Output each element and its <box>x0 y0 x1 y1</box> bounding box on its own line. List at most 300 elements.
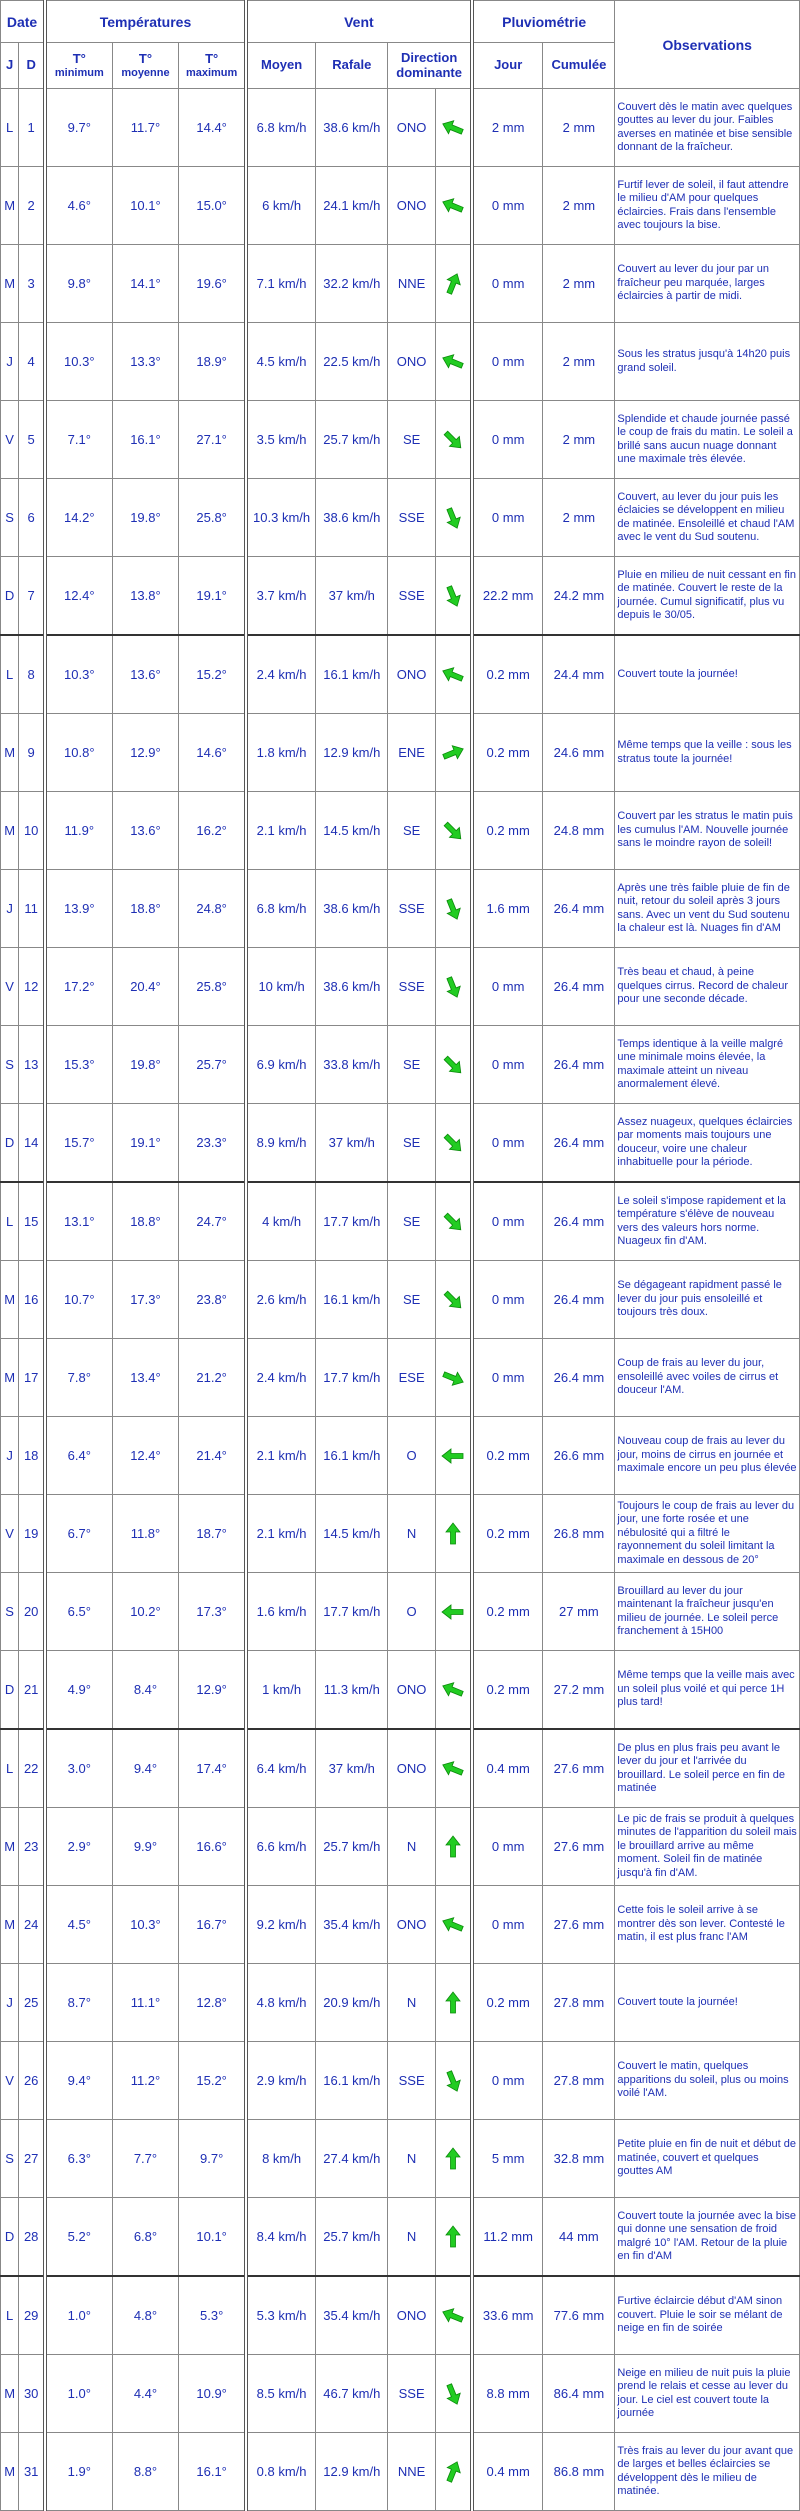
table-row <box>1 1026 800 1104</box>
temp-avg-cell: 11.1° <box>112 1964 179 2042</box>
table-row <box>1 1651 800 1730</box>
temp-min-cell: 1.0° <box>45 2355 112 2433</box>
wind-direction-arrow-icon <box>440 115 466 141</box>
temp-max-cell: 15.2° <box>179 2042 246 2120</box>
rain-day-cell: 0.2 mm <box>472 714 543 792</box>
rain-day-cell: 0 mm <box>472 1182 543 1261</box>
wind-avg-cell: 2.1 km/h <box>246 792 316 870</box>
temp-min-cell: 4.9° <box>45 1651 112 1730</box>
rain-day-cell: 11.2 mm <box>472 2198 543 2277</box>
table-row <box>1 2120 800 2198</box>
rain-day-cell: 0 mm <box>472 1104 543 1183</box>
table-row <box>1 1495 800 1573</box>
table-row <box>1 557 800 636</box>
observation-cell: Cette fois le soleil arrive à se montrer dès son lever. Contesté le matin, il est plus franc l'AM <box>615 1886 800 1964</box>
table-row <box>1 1964 800 2042</box>
rain-cumulative-cell: 2 mm <box>543 245 615 323</box>
rain-day-cell: 22.2 mm <box>472 557 543 636</box>
rain-cumulative-cell: 26.4 mm <box>543 1182 615 1261</box>
wind-gust-cell: 38.6 km/h <box>316 89 388 167</box>
day-letter-cell: L <box>1 2276 19 2355</box>
rain-cumulative-cell: 26.4 mm <box>543 1026 615 1104</box>
temp-avg-cell: 13.6° <box>112 635 179 714</box>
temp-max-cell: 16.1° <box>179 2433 246 2511</box>
temp-max-cell: 5.3° <box>179 2276 246 2355</box>
wind-direction-cell: N <box>388 2120 436 2198</box>
table-row <box>1 1886 800 1964</box>
wind-direction-arrow-icon <box>440 2303 466 2329</box>
rain-cumulative-cell: 27.8 mm <box>543 2042 615 2120</box>
wind-avg-cell: 0.8 km/h <box>246 2433 316 2511</box>
rain-cumulative-cell: 26.4 mm <box>543 870 615 948</box>
temp-max-cell: 17.4° <box>179 1729 246 1808</box>
wind-arrow-cell <box>435 2433 472 2511</box>
temp-min-cell: 10.8° <box>45 714 112 792</box>
observation-cell: Couvert le matin, quelques apparitions du soleil, plus ou moins voilé l'AM. <box>615 2042 800 2120</box>
wind-gust-cell: 16.1 km/h <box>316 635 388 714</box>
temp-avg-cell: 11.8° <box>112 1495 179 1573</box>
table-row <box>1 870 800 948</box>
wind-avg-cell: 8 km/h <box>246 2120 316 2198</box>
temp-avg-cell: 13.6° <box>112 792 179 870</box>
temp-avg-cell: 14.1° <box>112 245 179 323</box>
wind-avg-cell: 6 km/h <box>246 167 316 245</box>
rain-day-cell: 0.2 mm <box>472 1964 543 2042</box>
wind-direction-cell: SE <box>388 1026 436 1104</box>
wind-arrow-cell <box>435 870 472 948</box>
wind-avg-cell: 6.8 km/h <box>246 89 316 167</box>
wind-arrow-cell <box>435 2198 472 2277</box>
day-letter-cell: J <box>1 1964 19 2042</box>
day-letter-cell: M <box>1 792 19 870</box>
rain-cumulative-cell: 27.6 mm <box>543 1729 615 1808</box>
wind-direction-cell: SSE <box>388 870 436 948</box>
day-letter-cell: M <box>1 2355 19 2433</box>
wind-gust-cell: 33.8 km/h <box>316 1026 388 1104</box>
rain-day-cell: 8.8 mm <box>472 2355 543 2433</box>
wind-direction-cell: ONO <box>388 323 436 401</box>
temp-avg-cell: 12.4° <box>112 1417 179 1495</box>
wind-arrow-cell <box>435 1886 472 1964</box>
wind-direction-cell: NNE <box>388 2433 436 2511</box>
day-number-cell: 19 <box>19 1495 45 1573</box>
rain-day-cell: 0 mm <box>472 323 543 401</box>
header-observations: Observations <box>615 1 800 89</box>
wind-gust-cell: 35.4 km/h <box>316 2276 388 2355</box>
wind-avg-cell: 2.6 km/h <box>246 1261 316 1339</box>
day-letter-cell: M <box>1 2433 19 2511</box>
wind-arrow-cell <box>435 635 472 714</box>
wind-direction-arrow-icon <box>440 896 466 922</box>
wind-direction-cell: SE <box>388 401 436 479</box>
rain-day-cell: 0.2 mm <box>472 1651 543 1730</box>
wind-avg-cell: 6.8 km/h <box>246 870 316 948</box>
wind-direction-arrow-icon <box>440 1443 466 1469</box>
day-letter-cell: V <box>1 2042 19 2120</box>
observation-cell: Sous les stratus jusqu'à 14h20 puis grand soleil. <box>615 323 800 401</box>
table-row <box>1 1808 800 1886</box>
rain-cumulative-cell: 86.4 mm <box>543 2355 615 2433</box>
table-row <box>1 479 800 557</box>
header-tmin: T° minimum <box>45 43 112 89</box>
temp-max-cell: 25.8° <box>179 479 246 557</box>
temp-max-cell: 18.7° <box>179 1495 246 1573</box>
rain-day-cell: 0 mm <box>472 1808 543 1886</box>
wind-arrow-cell <box>435 1964 472 2042</box>
header-temperatures: Températures <box>45 1 246 43</box>
wind-avg-cell: 8.9 km/h <box>246 1104 316 1183</box>
temp-avg-cell: 4.4° <box>112 2355 179 2433</box>
temp-min-cell: 4.6° <box>45 167 112 245</box>
temp-max-cell: 15.2° <box>179 635 246 714</box>
day-number-cell: 2 <box>19 167 45 245</box>
wind-avg-cell: 6.4 km/h <box>246 1729 316 1808</box>
wind-direction-arrow-icon <box>440 193 466 219</box>
temp-max-cell: 23.8° <box>179 1261 246 1339</box>
temp-max-cell: 21.4° <box>179 1417 246 1495</box>
rain-day-cell: 0 mm <box>472 1261 543 1339</box>
temp-max-cell: 19.6° <box>179 245 246 323</box>
wind-direction-cell: SSE <box>388 557 436 636</box>
temp-min-cell: 1.0° <box>45 2276 112 2355</box>
day-number-cell: 30 <box>19 2355 45 2433</box>
wind-arrow-cell <box>435 401 472 479</box>
temp-avg-cell: 7.7° <box>112 2120 179 2198</box>
wind-direction-arrow-icon <box>440 1677 466 1703</box>
day-letter-cell: V <box>1 1495 19 1573</box>
wind-direction-arrow-icon <box>440 1756 466 1782</box>
day-letter-cell: M <box>1 1339 19 1417</box>
day-letter-cell: M <box>1 245 19 323</box>
wind-gust-cell: 37 km/h <box>316 1729 388 1808</box>
day-letter-cell: L <box>1 635 19 714</box>
wind-direction-cell: SSE <box>388 2042 436 2120</box>
day-number-cell: 28 <box>19 2198 45 2277</box>
day-number-cell: 23 <box>19 1808 45 1886</box>
day-number-cell: 6 <box>19 479 45 557</box>
rain-day-cell: 0 mm <box>472 2042 543 2120</box>
rain-cumulative-cell: 24.4 mm <box>543 635 615 714</box>
wind-direction-cell: SE <box>388 792 436 870</box>
temp-min-cell: 14.2° <box>45 479 112 557</box>
wind-gust-cell: 25.7 km/h <box>316 1808 388 1886</box>
wind-direction-cell: N <box>388 2198 436 2277</box>
table-row <box>1 1182 800 1261</box>
wind-direction-cell: O <box>388 1573 436 1651</box>
wind-gust-cell: 14.5 km/h <box>316 1495 388 1573</box>
rain-cumulative-cell: 26.4 mm <box>543 1261 615 1339</box>
wind-direction-cell: ONO <box>388 89 436 167</box>
wind-arrow-cell <box>435 479 472 557</box>
table-row <box>1 714 800 792</box>
wind-avg-cell: 2.9 km/h <box>246 2042 316 2120</box>
wind-gust-cell: 37 km/h <box>316 557 388 636</box>
temp-avg-cell: 9.4° <box>112 1729 179 1808</box>
wind-direction-arrow-icon <box>440 1599 466 1625</box>
wind-direction-arrow-icon <box>440 818 466 844</box>
temp-min-cell: 13.9° <box>45 870 112 948</box>
wind-direction-arrow-icon <box>440 2224 466 2250</box>
wind-avg-cell: 2.1 km/h <box>246 1495 316 1573</box>
temp-max-cell: 16.2° <box>179 792 246 870</box>
temp-avg-cell: 16.1° <box>112 401 179 479</box>
temp-min-cell: 6.4° <box>45 1417 112 1495</box>
temp-avg-cell: 10.2° <box>112 1573 179 1651</box>
rain-day-cell: 5 mm <box>472 2120 543 2198</box>
temp-avg-cell: 18.8° <box>112 870 179 948</box>
temp-min-cell: 7.1° <box>45 401 112 479</box>
day-number-cell: 16 <box>19 1261 45 1339</box>
wind-arrow-cell <box>435 323 472 401</box>
wind-avg-cell: 10.3 km/h <box>246 479 316 557</box>
table-row <box>1 89 800 167</box>
wind-arrow-cell <box>435 1495 472 1573</box>
rain-cumulative-cell: 2 mm <box>543 167 615 245</box>
rain-cumulative-cell: 27.8 mm <box>543 1964 615 2042</box>
day-letter-cell: L <box>1 1182 19 1261</box>
observation-cell: Couvert dès le matin avec quelques gouttes au lever du jour. Faibles averses en matinée et bise sensible donnant de la fraîcheur. <box>615 89 800 167</box>
wind-direction-cell: SSE <box>388 948 436 1026</box>
rain-cumulative-cell: 24.2 mm <box>543 557 615 636</box>
day-letter-cell: S <box>1 2120 19 2198</box>
wind-gust-cell: 38.6 km/h <box>316 870 388 948</box>
temp-min-cell: 12.4° <box>45 557 112 636</box>
wind-direction-arrow-icon <box>440 271 466 297</box>
temp-min-cell: 6.5° <box>45 1573 112 1651</box>
temp-min-cell: 17.2° <box>45 948 112 1026</box>
wind-gust-cell: 38.6 km/h <box>316 479 388 557</box>
temp-max-cell: 10.1° <box>179 2198 246 2277</box>
temp-avg-cell: 18.8° <box>112 1182 179 1261</box>
wind-direction-arrow-icon <box>440 1912 466 1938</box>
table-row <box>1 635 800 714</box>
wind-gust-cell: 38.6 km/h <box>316 948 388 1026</box>
wind-arrow-cell <box>435 1026 472 1104</box>
observation-cell: Couvert toute la journée! <box>615 635 800 714</box>
rain-cumulative-cell: 26.8 mm <box>543 1495 615 1573</box>
day-letter-cell: L <box>1 89 19 167</box>
rain-cumulative-cell: 77.6 mm <box>543 2276 615 2355</box>
day-letter-cell: V <box>1 948 19 1026</box>
rain-day-cell: 33.6 mm <box>472 2276 543 2355</box>
wind-direction-cell: SSE <box>388 2355 436 2433</box>
rain-day-cell: 0 mm <box>472 948 543 1026</box>
table-row <box>1 1729 800 1808</box>
rain-day-cell: 1.6 mm <box>472 870 543 948</box>
day-letter-cell: D <box>1 1651 19 1730</box>
temp-min-cell: 10.7° <box>45 1261 112 1339</box>
wind-gust-cell: 12.9 km/h <box>316 2433 388 2511</box>
wind-avg-cell: 1.8 km/h <box>246 714 316 792</box>
table-row <box>1 1573 800 1651</box>
observation-cell: Très frais au lever du jour avant que de larges et belles éclaircies se développent dès le milieu de matinée. <box>615 2433 800 2511</box>
wind-avg-cell: 4.5 km/h <box>246 323 316 401</box>
day-letter-cell: S <box>1 479 19 557</box>
day-letter-cell: J <box>1 323 19 401</box>
observation-cell: Petite pluie en fin de nuit et début de matinée, couvert et quelques gouttes AM <box>615 2120 800 2198</box>
temp-min-cell: 4.5° <box>45 1886 112 1964</box>
wind-gust-cell: 17.7 km/h <box>316 1573 388 1651</box>
header-rafale: Rafale <box>316 43 388 89</box>
day-number-cell: 5 <box>19 401 45 479</box>
day-number-cell: 21 <box>19 1651 45 1730</box>
temp-avg-cell: 19.1° <box>112 1104 179 1183</box>
temp-min-cell: 10.3° <box>45 323 112 401</box>
wind-gust-cell: 25.7 km/h <box>316 401 388 479</box>
wind-avg-cell: 6.6 km/h <box>246 1808 316 1886</box>
observation-cell: Brouillard au lever du jour maintenant la fraîcheur jusqu'en milieu de journée. Le soleil perce franchement à 15H00 <box>615 1573 800 1651</box>
temp-max-cell: 25.8° <box>179 948 246 1026</box>
temp-avg-cell: 4.8° <box>112 2276 179 2355</box>
temp-max-cell: 17.3° <box>179 1573 246 1651</box>
wind-gust-cell: 27.4 km/h <box>316 2120 388 2198</box>
temp-avg-cell: 8.4° <box>112 1651 179 1730</box>
wind-arrow-cell <box>435 167 472 245</box>
wind-direction-cell: N <box>388 1964 436 2042</box>
header-moyen: Moyen <box>246 43 316 89</box>
day-number-cell: 8 <box>19 635 45 714</box>
rain-cumulative-cell: 27.2 mm <box>543 1651 615 1730</box>
wind-direction-arrow-icon <box>440 1052 466 1078</box>
day-letter-cell: J <box>1 870 19 948</box>
rain-day-cell: 0.2 mm <box>472 1495 543 1573</box>
wind-direction-arrow-icon <box>440 427 466 453</box>
wind-avg-cell: 5.3 km/h <box>246 2276 316 2355</box>
header-pluviometrie: Pluviométrie <box>472 1 615 43</box>
wind-direction-cell: ONO <box>388 635 436 714</box>
header-tmax: T° maximum <box>179 43 246 89</box>
rain-day-cell: 0 mm <box>472 1339 543 1417</box>
temp-min-cell: 6.3° <box>45 2120 112 2198</box>
wind-direction-arrow-icon <box>440 2146 466 2172</box>
wind-gust-cell: 35.4 km/h <box>316 1886 388 1964</box>
temp-avg-cell: 10.3° <box>112 1886 179 1964</box>
wind-gust-cell: 16.1 km/h <box>316 1261 388 1339</box>
table-row <box>1 948 800 1026</box>
observation-cell: Nouveau coup de frais au lever du jour, moins de cirrus en journée et maximale encore un peu plus élevée <box>615 1417 800 1495</box>
wind-direction-arrow-icon <box>440 1287 466 1313</box>
header-tmoy: T° moyenne <box>112 43 179 89</box>
table-row <box>1 2355 800 2433</box>
rain-cumulative-cell: 2 mm <box>543 401 615 479</box>
table-row <box>1 2042 800 2120</box>
temp-avg-cell: 11.2° <box>112 2042 179 2120</box>
day-letter-cell: S <box>1 1026 19 1104</box>
day-number-cell: 17 <box>19 1339 45 1417</box>
observation-cell: Couvert, au lever du jour puis les éclaicies se développent en milieu de matinée. Ensoleillé et chaud l'AM avec le vent du Sud soutenu. <box>615 479 800 557</box>
rain-cumulative-cell: 44 mm <box>543 2198 615 2277</box>
wind-direction-cell: SE <box>388 1261 436 1339</box>
wind-avg-cell: 10 km/h <box>246 948 316 1026</box>
rain-day-cell: 0 mm <box>472 1886 543 1964</box>
wind-gust-cell: 12.9 km/h <box>316 714 388 792</box>
rain-day-cell: 0.2 mm <box>472 1573 543 1651</box>
wind-avg-cell: 8.4 km/h <box>246 2198 316 2277</box>
header-j: J <box>1 43 19 89</box>
rain-cumulative-cell: 26.6 mm <box>543 1417 615 1495</box>
temp-max-cell: 21.2° <box>179 1339 246 1417</box>
day-letter-cell: V <box>1 401 19 479</box>
rain-day-cell: 0.2 mm <box>472 635 543 714</box>
temp-avg-cell: 13.4° <box>112 1339 179 1417</box>
temp-avg-cell: 10.1° <box>112 167 179 245</box>
observation-cell: Assez nuageux, quelques éclaircies par moments mais toujours une douceur, voire une chaleur inhabituelle pour la période. <box>615 1104 800 1183</box>
observation-cell: Furtive éclaircie début d'AM sinon couvert. Pluie le soir se mélant de neige en fin de soirée <box>615 2276 800 2355</box>
wind-direction-arrow-icon <box>440 1834 466 1860</box>
day-letter-cell: M <box>1 1886 19 1964</box>
observation-cell: Couvert par les stratus le matin puis les cumulus l'AM. Nouvelle journée sans le moindre rayon de soleil! <box>615 792 800 870</box>
temp-avg-cell: 11.7° <box>112 89 179 167</box>
temp-max-cell: 12.8° <box>179 1964 246 2042</box>
day-letter-cell: D <box>1 557 19 636</box>
temp-avg-cell: 8.8° <box>112 2433 179 2511</box>
temp-max-cell: 24.7° <box>179 1182 246 1261</box>
wind-arrow-cell <box>435 792 472 870</box>
wind-direction-cell: NNE <box>388 245 436 323</box>
temp-avg-cell: 9.9° <box>112 1808 179 1886</box>
wind-gust-cell: 16.1 km/h <box>316 2042 388 2120</box>
observation-cell: Le soleil s'impose rapidement et la température s'élève de nouveau vers des valeurs hors norme. Nuageux fin d'AM. <box>615 1182 800 1261</box>
rain-cumulative-cell: 27 mm <box>543 1573 615 1651</box>
day-number-cell: 29 <box>19 2276 45 2355</box>
rain-cumulative-cell: 24.8 mm <box>543 792 615 870</box>
day-letter-cell: M <box>1 1261 19 1339</box>
observation-cell: Splendide et chaude journée passé le coup de frais du matin. Le soleil a brillé sans aucun nuage donnant une maximale très élevée. <box>615 401 800 479</box>
day-number-cell: 24 <box>19 1886 45 1964</box>
wind-gust-cell: 17.7 km/h <box>316 1182 388 1261</box>
observation-cell: Furtif lever de soleil, il faut attendre le milieu d'AM pour quelques éclaircies. Frais dans l'ensemble avec toujours la bise. <box>615 167 800 245</box>
temp-avg-cell: 6.8° <box>112 2198 179 2277</box>
wind-direction-cell: N <box>388 1495 436 1573</box>
wind-arrow-cell <box>435 2276 472 2355</box>
wind-direction-arrow-icon <box>440 505 466 531</box>
day-number-cell: 9 <box>19 714 45 792</box>
wind-direction-arrow-icon <box>440 2381 466 2407</box>
table-row <box>1 1417 800 1495</box>
rain-day-cell: 0.2 mm <box>472 1417 543 1495</box>
observation-cell: Même temps que la veille mais avec un soleil plus voilé et qui perce 1H plus tard! <box>615 1651 800 1730</box>
rain-cumulative-cell: 2 mm <box>543 479 615 557</box>
temp-max-cell: 14.4° <box>179 89 246 167</box>
temp-min-cell: 7.8° <box>45 1339 112 1417</box>
rain-day-cell: 0 mm <box>472 245 543 323</box>
day-letter-cell: J <box>1 1417 19 1495</box>
wind-direction-cell: ONO <box>388 1886 436 1964</box>
day-number-cell: 15 <box>19 1182 45 1261</box>
observation-cell: Après une très faible pluie de fin de nuit, retour du soleil après 3 jours sans. Avec un vent du Sud soutenu la chaleur est là. Nuages fin d'AM <box>615 870 800 948</box>
temp-min-cell: 9.7° <box>45 89 112 167</box>
wind-arrow-cell <box>435 1182 472 1261</box>
day-letter-cell: D <box>1 2198 19 2277</box>
day-number-cell: 10 <box>19 792 45 870</box>
day-number-cell: 25 <box>19 1964 45 2042</box>
observation-cell: Toujours le coup de frais au lever du jour, une forte rosée et une nébulosité qui a filtré le rayonnement du soleil limitant la maximale en dessous de 20° <box>615 1495 800 1573</box>
temp-min-cell: 3.0° <box>45 1729 112 1808</box>
table-row <box>1 401 800 479</box>
wind-gust-cell: 22.5 km/h <box>316 323 388 401</box>
day-letter-cell: M <box>1 714 19 792</box>
temp-min-cell: 15.3° <box>45 1026 112 1104</box>
table-row <box>1 1339 800 1417</box>
temp-max-cell: 23.3° <box>179 1104 246 1183</box>
rain-day-cell: 0 mm <box>472 167 543 245</box>
wind-direction-cell: ESE <box>388 1339 436 1417</box>
wind-direction-arrow-icon <box>440 740 466 766</box>
table-row <box>1 2198 800 2277</box>
rain-cumulative-cell: 86.8 mm <box>543 2433 615 2511</box>
wind-direction-arrow-icon <box>440 1990 466 2016</box>
wind-gust-cell: 46.7 km/h <box>316 2355 388 2433</box>
